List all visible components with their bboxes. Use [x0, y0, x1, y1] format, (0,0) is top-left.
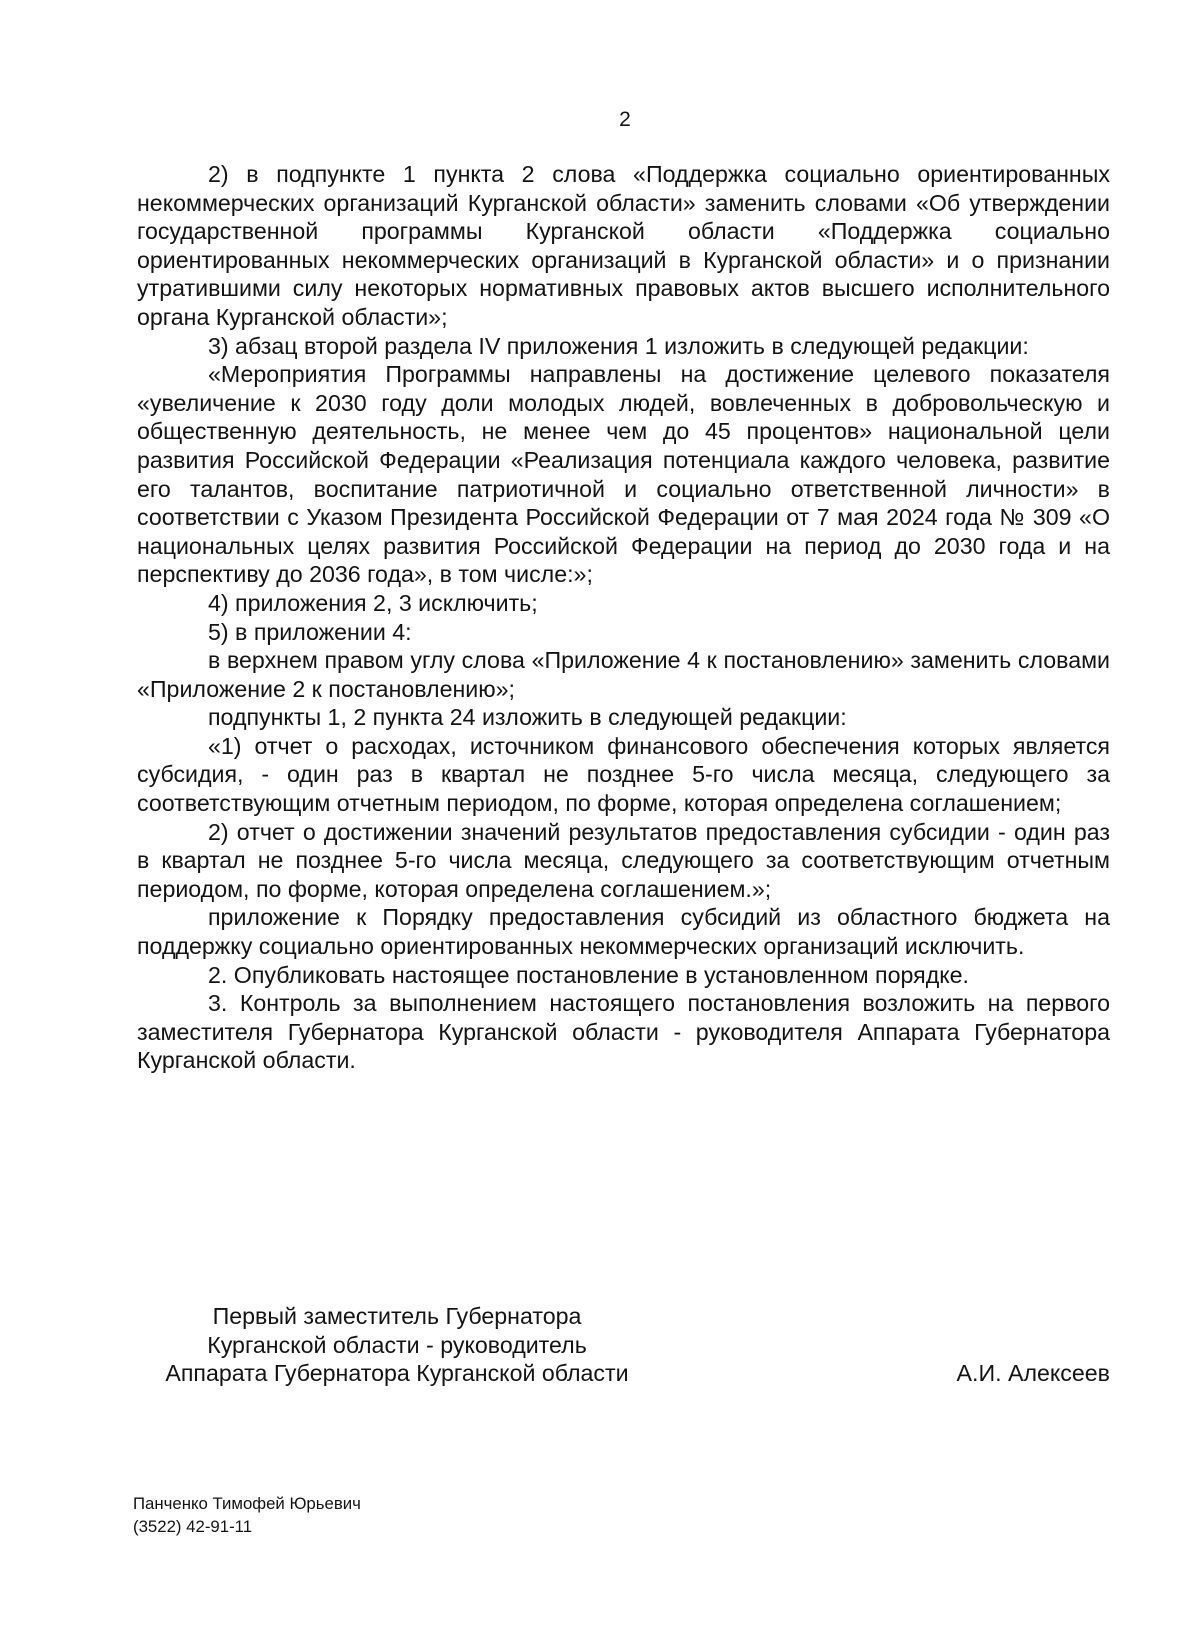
signer-position: [137, 1302, 657, 1388]
paragraph-item-3: 3) абзац второй раздела IV приложения 1 изложить в следующей редакции:: [208, 332, 1029, 359]
document-body: [137, 160, 1110, 1075]
signature-block: [137, 1302, 1110, 1402]
paragraph-subitems-intro: подпункты 1, 2 пункта 24 изложить в следующей редакции:: [208, 704, 847, 731]
paragraph-item-4: 4) приложения 2, 3 исключить;: [208, 589, 538, 616]
paragraph-item-2: 2) в подпункте 1 пункта 2 слова «Поддержка социально ориентированных некоммерческих организаций Курганской области» заменить словами «Об утверждении государственной программы Курганской области «Поддержка социально ориентированных некоммерческих организаций в Курганской области» и о признании утратившими силу некоторых нормативных правовых актов высшего исполнительного органа Курганской области»;: [137, 161, 1110, 330]
executor-phone: (3522) 42-91-11: [133, 1516, 253, 1536]
signer-position-line: Первый заместитель Губернатора: [212, 1303, 582, 1329]
signer-position-line: Курганской области - руководитель: [207, 1331, 587, 1358]
paragraph-control: 3. Контроль за выполнением настоящего постановления возложить на первого заместителя Губернатора Курганской области - руководителя Аппарата Губернатора Курганской области.: [137, 990, 1110, 1074]
paragraph-publish: 2. Опубликовать настоящее постановление в установленном порядке.: [208, 961, 969, 988]
executor-info: [133, 1493, 361, 1538]
paragraph-subitem-1: «1) отчет о расходах, источником финансового обеспечения которых является субсидия, - один раз в квартал не позднее 5-го числа месяца, следующего за соответствующим отчетным периодом, по форме, которая определена соглашением;: [137, 732, 1110, 817]
signer-position-line: Аппарата Губернатора Курганской области: [165, 1360, 629, 1387]
executor-name: Панченко Тимофей Юрьевич: [133, 1494, 361, 1513]
paragraph-top-right-corner: в верхнем правом углу слова «Приложение 4 к постановлению» заменить словами «Приложение 2 к постановлению»;: [137, 647, 1110, 702]
signer-name: А.И. Алексеев: [956, 1360, 1110, 1386]
paragraph-appendix-exclude: приложение к Порядку предоставления субсидий из областного бюджета на поддержку социально ориентированных некоммерческих организаций исключить.: [137, 904, 1110, 960]
page-number: 2: [619, 108, 631, 131]
paragraph-item-5: 5) в приложении 4:: [208, 618, 412, 645]
paragraph-quote-measures: «Мероприятия Программы направлены на достижение целевого показателя «увеличение к 2030 году доли молодых людей, вовлеченных в добровольческую и общественную деятельность, не менее чем до 45 процентов» национальной цели развития Российской Федерации «Реализация потенциала каждого человека, развитие его талантов, воспитание патриотичной и социально ответственной личности» в соответствии с Указом Президента Российской Федерации от 7 мая 2024 года № 309 «О национальных целях развития Российской Федерации на период до 2030 года и на перспективу до 2036 года», в том числе:»;: [137, 361, 1110, 588]
paragraph-subitem-2: 2) отчет о достижении значений результатов предоставления субсидии - один раз в квартал не позднее 5-го числа месяца, следующего за соответствующим отчетным периодом, по форме, которая определена соглашением.»;: [137, 818, 1110, 902]
